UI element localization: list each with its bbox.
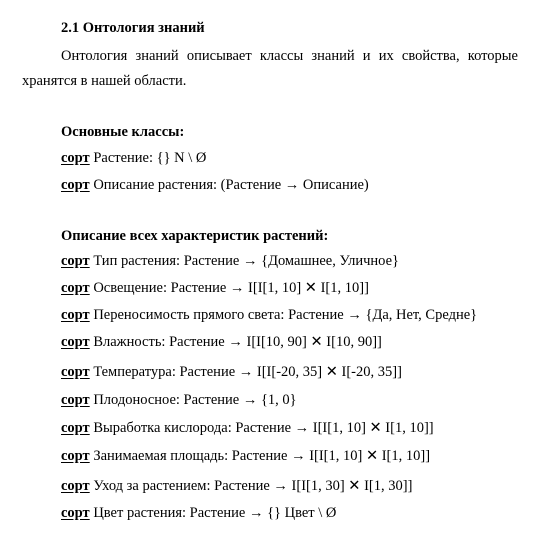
basic-class-line (61, 150, 206, 167)
sort-keyword: сорт (61, 505, 90, 521)
characteristic-text: Влажность: Растение → I[I[10, 90] ✕ I[10, 90]] (93, 334, 382, 350)
sort-keyword: сорт (61, 420, 90, 436)
characteristic-line (61, 334, 382, 351)
basic-class-text: Растение: {} N \ Ø (93, 150, 207, 166)
intro-paragraph: Онтология знаний описывает классы знаний и их свойства, которые хранятся в нашей области. (22, 48, 518, 89)
sort-keyword: сорт (61, 253, 90, 269)
sort-keyword: сорт (61, 448, 90, 464)
sort-keyword: сорт (61, 280, 90, 296)
characteristic-line (61, 253, 399, 270)
characteristic-text: Выработка кислорода: Растение → I[I[1, 10] ✕ I[1, 10]] (93, 420, 434, 436)
sort-keyword: сорт (61, 478, 90, 494)
characteristic-text: Переносимость прямого света: Растение → {Да, Нет, Средне} (93, 307, 478, 323)
sort-keyword: сорт (61, 364, 90, 380)
characteristic-line (61, 420, 434, 437)
characteristic-text: Цвет растения: Растение → {} Цвет \ Ø (93, 505, 337, 521)
basic-class-text: Описание растения: (Растение → Описание) (93, 177, 369, 193)
characteristic-text: Тип растения: Растение → {Домашнее, Уличное} (93, 253, 399, 269)
characteristic-text: Занимаемая площадь: Растение → I[I[1, 10] ✕ I[1, 10]] (93, 448, 431, 464)
sort-keyword: сорт (61, 177, 90, 193)
sort-keyword: сорт (61, 392, 90, 408)
characteristic-text: Плодоносное: Растение → {1, 0} (93, 392, 297, 408)
characteristic-line (61, 307, 477, 324)
characteristics-title: Описание всех характеристик растений: (61, 228, 329, 244)
sort-keyword: сорт (61, 334, 90, 350)
characteristic-line (61, 364, 402, 381)
sort-keyword: сорт (61, 307, 90, 323)
characteristic-text: Освещение: Растение → I[I[1, 10] ✕ I[1, 10]] (93, 280, 369, 296)
basic-class-line (61, 177, 369, 194)
basic-classes-title: Основные классы: (61, 124, 185, 140)
characteristic-line (61, 448, 430, 465)
characteristic-line (61, 280, 369, 297)
sort-keyword: сорт (61, 150, 90, 166)
characteristic-line (61, 392, 297, 409)
characteristic-text: Уход за растением: Растение → I[I[1, 30] ✕ I[1, 30]] (93, 478, 413, 494)
characteristic-line (61, 505, 336, 522)
section-heading: 2.1 Онтология знаний (61, 20, 205, 36)
characteristic-line (61, 478, 412, 495)
characteristic-text: Температура: Растение → I[I[-20, 35] ✕ I[-20, 35]] (93, 364, 402, 380)
